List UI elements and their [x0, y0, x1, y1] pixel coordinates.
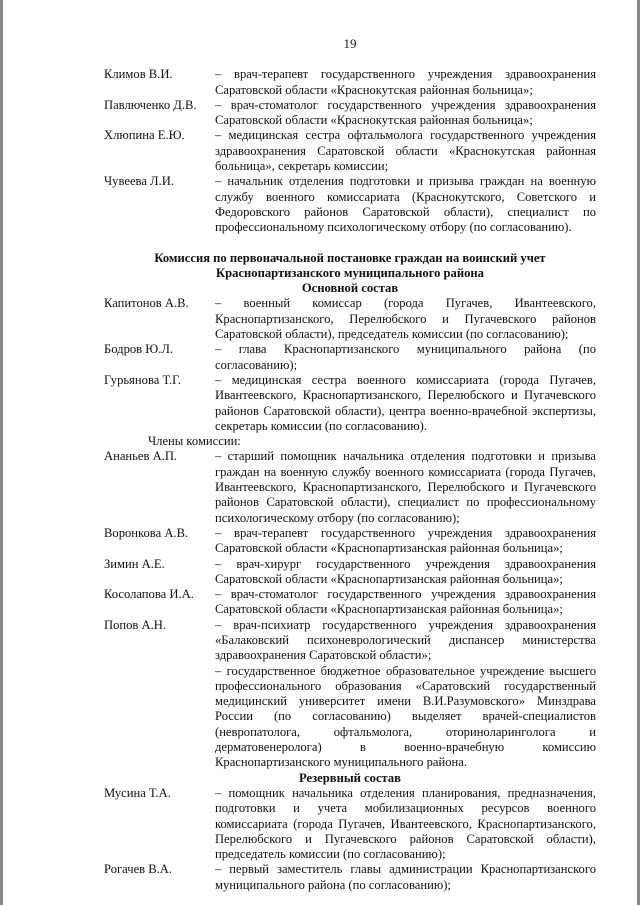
commission-title-line2: Краснопартизанского муниципального района — [216, 265, 484, 280]
person-role: – старший помощник начальника отделения подготовки и призыва граждан на военную службу военного комиссариата (города Пугачев, Ивантеевского, Краснопартизанского, Перелюбского и Пугачевского районов Саратовской области), специалист по профессиональному психологическому отбору (по согласованию); — [215, 449, 596, 525]
list-item — [104, 67, 596, 98]
main-entries-list — [104, 296, 596, 434]
person-role: – помощник начальника отделения планирования, предназначения, подготовки и учета мобилизационных ресурсов военного комиссариата (города Пугачев, Ивантеевского, Краснопартизанского, Перелюбского и Пугачевского районов Саратовской области), председатель комиссии (по согласованию); — [215, 785, 596, 862]
list-item — [104, 373, 596, 434]
list-item — [104, 526, 596, 557]
person-name: Косолапова И.А. — [104, 587, 194, 602]
person-name: Зимин А.Е. — [104, 556, 165, 571]
person-role: – врач-терапевт государственного учреждения здравоохранения Саратовской области «Краснопартизанская районная больница»; — [215, 525, 596, 556]
list-item — [104, 174, 596, 235]
person-name: Бодров Ю.Л. — [104, 342, 174, 357]
person-name: Попов А.Н. — [104, 617, 167, 632]
reserve-entries-list — [104, 786, 596, 893]
person-role: – врач-терапевт государственного учреждения здравоохранения Саратовской области «Краснокутская районная больница»; — [215, 67, 596, 97]
person-role: – медицинская сестра военного комиссариата (города Пугачев, Ивантеевского, Краснопартизанского, Перелюбского и Пугачевского районов Саратовской области), центра военно-врачебной экспертизы, секретарь комиссии (по согласованию). — [215, 372, 596, 433]
person-name: Рогачев В.А. — [104, 862, 173, 877]
university-note: – государственное бюджетное образовательное учреждение высшего профессионального образования «Саратовский государственный медицинский университет имени В.И.Разумовского» Минздрава России (по согласованию) выделяет врачей-специалистов (невропатолога, офтальмолога, оториноларинголога и дерматовенеролога) в военно-врачебную комиссию Краснопартизанского муниципального района. — [215, 663, 596, 770]
list-item — [104, 296, 596, 342]
person-name: Капитонов А.В. — [104, 296, 189, 311]
person-name: Павлюченко Д.В. — [104, 97, 197, 112]
commission-title-line1: Комиссия по первоначальной постановке граждан на воинский учет — [154, 250, 546, 265]
person-name: Воронкова А.В. — [104, 525, 189, 540]
list-item — [104, 449, 596, 525]
main-composition-title: Основной состав — [301, 281, 399, 296]
person-role: – начальник отделения подготовки и призыва граждан на военную службу военного комиссариата (Краснокутского, Советского и Федоровского районов Саратовской области), специалист по профессиональному психологическому отбору (по согласованию). — [215, 174, 596, 235]
document-page — [104, 36, 596, 893]
list-item — [104, 587, 596, 618]
list-item — [104, 342, 596, 373]
page-number: 19 — [343, 36, 357, 51]
person-role: – военный комиссар (города Пугачев, Ивантеевского, Краснопартизанского, Перелюбского и Пугачевского районов Саратовской области), председатель комиссии (по согласованию); — [215, 296, 596, 342]
person-role: – врач-хирург государственного учреждения здравоохранения Саратовской области «Краснопартизанская районная больница»; — [215, 556, 596, 586]
members-label: Члены комиссии: — [148, 434, 241, 449]
section-gap — [104, 236, 596, 251]
person-name: Хлюпина Е.Ю. — [104, 128, 185, 143]
person-name: Гурьянова Т.Г. — [104, 372, 182, 387]
list-item — [104, 862, 596, 893]
list-item — [104, 557, 596, 588]
scan-edge-left — [0, 0, 3, 905]
list-item — [104, 786, 596, 862]
person-role: – глава Краснопартизанского муниципального района (по согласованию); — [215, 342, 596, 372]
person-name: Климов В.И. — [104, 67, 173, 82]
list-item — [104, 98, 596, 129]
person-name: Мусина Т.А. — [104, 785, 171, 800]
member-entries-list — [104, 449, 596, 663]
person-name: Чувеева Л.И. — [104, 174, 174, 189]
list-item — [104, 128, 596, 174]
reserve-composition-title: Резервный состав — [299, 770, 401, 785]
top-entries-list — [104, 67, 596, 235]
person-role: – врач-психиатр государственного учреждения здравоохранения «Балаковский психоневрологический диспансер министерства здравоохранения Саратовской области»; — [215, 617, 596, 663]
person-role: – первый заместитель главы администрации Краснопартизанского муниципального района (по согласованию); — [215, 862, 596, 892]
list-item — [104, 618, 596, 664]
person-role: – врач-стоматолог государственного учреждения здравоохранения Саратовской области «Краснокутская районная больница»; — [215, 97, 596, 128]
person-role: – медицинская сестра офтальмолога государственного учреждения здравоохранения Саратовской области «Краснокутская районная больница», секретарь комиссии; — [215, 128, 596, 174]
person-role: – врач-стоматолог государственного учреждения здравоохранения Саратовской области «Краснопартизанская районная больница»; — [215, 587, 596, 617]
person-name: Ананьев А.П. — [104, 449, 178, 464]
